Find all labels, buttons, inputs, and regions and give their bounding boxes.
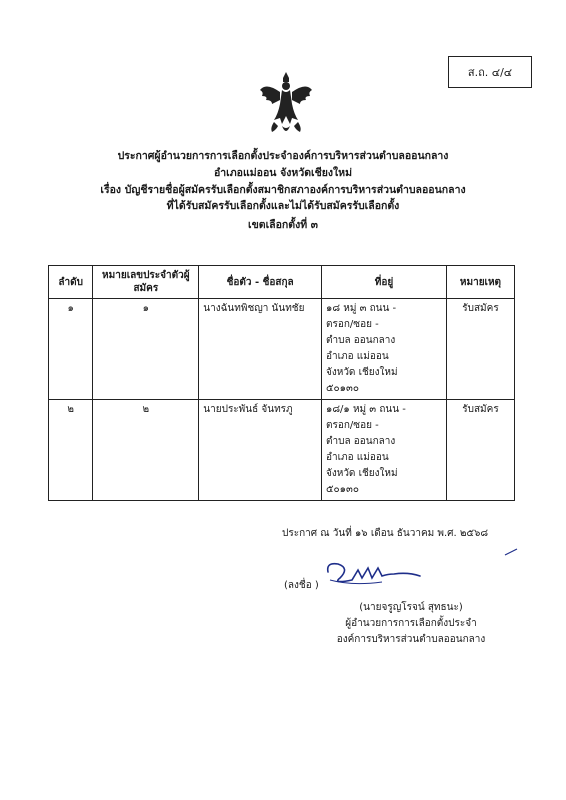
col-header-name: ชื่อตัว - ชื่อสกุล (199, 266, 322, 299)
row-no: ๒ (49, 400, 93, 501)
address-line: อำเภอ แม่ออน (325, 452, 389, 463)
address-line: จังหวัด เชียงใหม่ (325, 468, 398, 479)
district-province: อำเภอแม่ออน จังหวัดเชียงใหม่ (213, 167, 353, 179)
signature-icon (322, 556, 422, 590)
pen-stroke-mark (504, 548, 518, 556)
row-name: นายประพันธ์ จันทรภู (199, 400, 322, 501)
address-line: ๑๘/๑ หมู่ ๓ ถนน - (325, 404, 406, 415)
col-header-no: ลำดับ (49, 266, 93, 299)
address-line: อำเภอ แม่ออน (325, 351, 389, 362)
address-line: จังหวัด เชียงใหม่ (325, 367, 398, 378)
row-remark: รับสมัคร (446, 299, 514, 400)
row-no: ๑ (49, 299, 93, 400)
table-header-row (49, 266, 515, 299)
subject-line: เรื่อง บัญชีรายชื่อผู้สมัครรับเลือกตั้งสมาชิกสภาองค์การบริหารส่วนตำบลออนกลาง (100, 184, 466, 196)
col-header-remark: หมายเหตุ (446, 266, 514, 299)
address-line: ๕๐๑๓๐ (325, 484, 359, 495)
row-remark: รับสมัคร (446, 400, 514, 501)
col-header-candidate-no: หมายเลขประจำตัวผู้สมัคร (93, 266, 199, 299)
signer-name: (นายจรูญโรจน์ สุทธนะ) (359, 602, 463, 613)
address-line: ตรอก/ซอย - (325, 319, 379, 330)
sign-label: (ลงชื่อ ) (284, 580, 319, 591)
subject-continuation: ที่ได้รับสมัครรับเลือกตั้งและไม่ได้รับสมัครรับเลือกตั้ง (166, 200, 400, 212)
row-address (321, 299, 446, 400)
address-line: ๑๘ หมู่ ๓ ถนน - (325, 303, 397, 314)
table-row (49, 400, 515, 501)
address-line: ๕๐๑๓๐ (325, 383, 359, 394)
address-line: ตำบล ออนกลาง (325, 335, 396, 346)
row-address (321, 400, 446, 501)
address-line: ตรอก/ซอย - (325, 420, 379, 431)
form-code-box (448, 56, 532, 88)
signer-title: ผู้อำนวยการการเลือกตั้งประจำ (345, 618, 477, 629)
table-row (49, 299, 515, 400)
announcement-date: ประกาศ ณ วันที่ ๑๖ เดือน ธันวาคม พ.ศ. ๒๕๖๘ (282, 528, 489, 539)
row-name: นางฉันทพิชญา นันทชัย (199, 299, 322, 400)
row-candidate-no: ๑ (93, 299, 199, 400)
signer-organization: องค์การบริหารส่วนตำบลออนกลาง (336, 634, 486, 645)
garuda-emblem-icon (256, 70, 316, 138)
row-candidate-no: ๒ (93, 400, 199, 501)
col-header-address: ที่อยู่ (321, 266, 446, 299)
candidate-table (48, 265, 515, 501)
address-line: ตำบล ออนกลาง (325, 436, 396, 447)
announcement-title: ประกาศผู้อำนวยการการเลือกตั้งประจำองค์การบริหารส่วนตำบลออนกลาง (117, 150, 449, 162)
constituency: เขตเลือกตั้งที่ ๓ (248, 219, 318, 231)
form-code: ส.ถ. ๔/๔ (467, 66, 513, 79)
